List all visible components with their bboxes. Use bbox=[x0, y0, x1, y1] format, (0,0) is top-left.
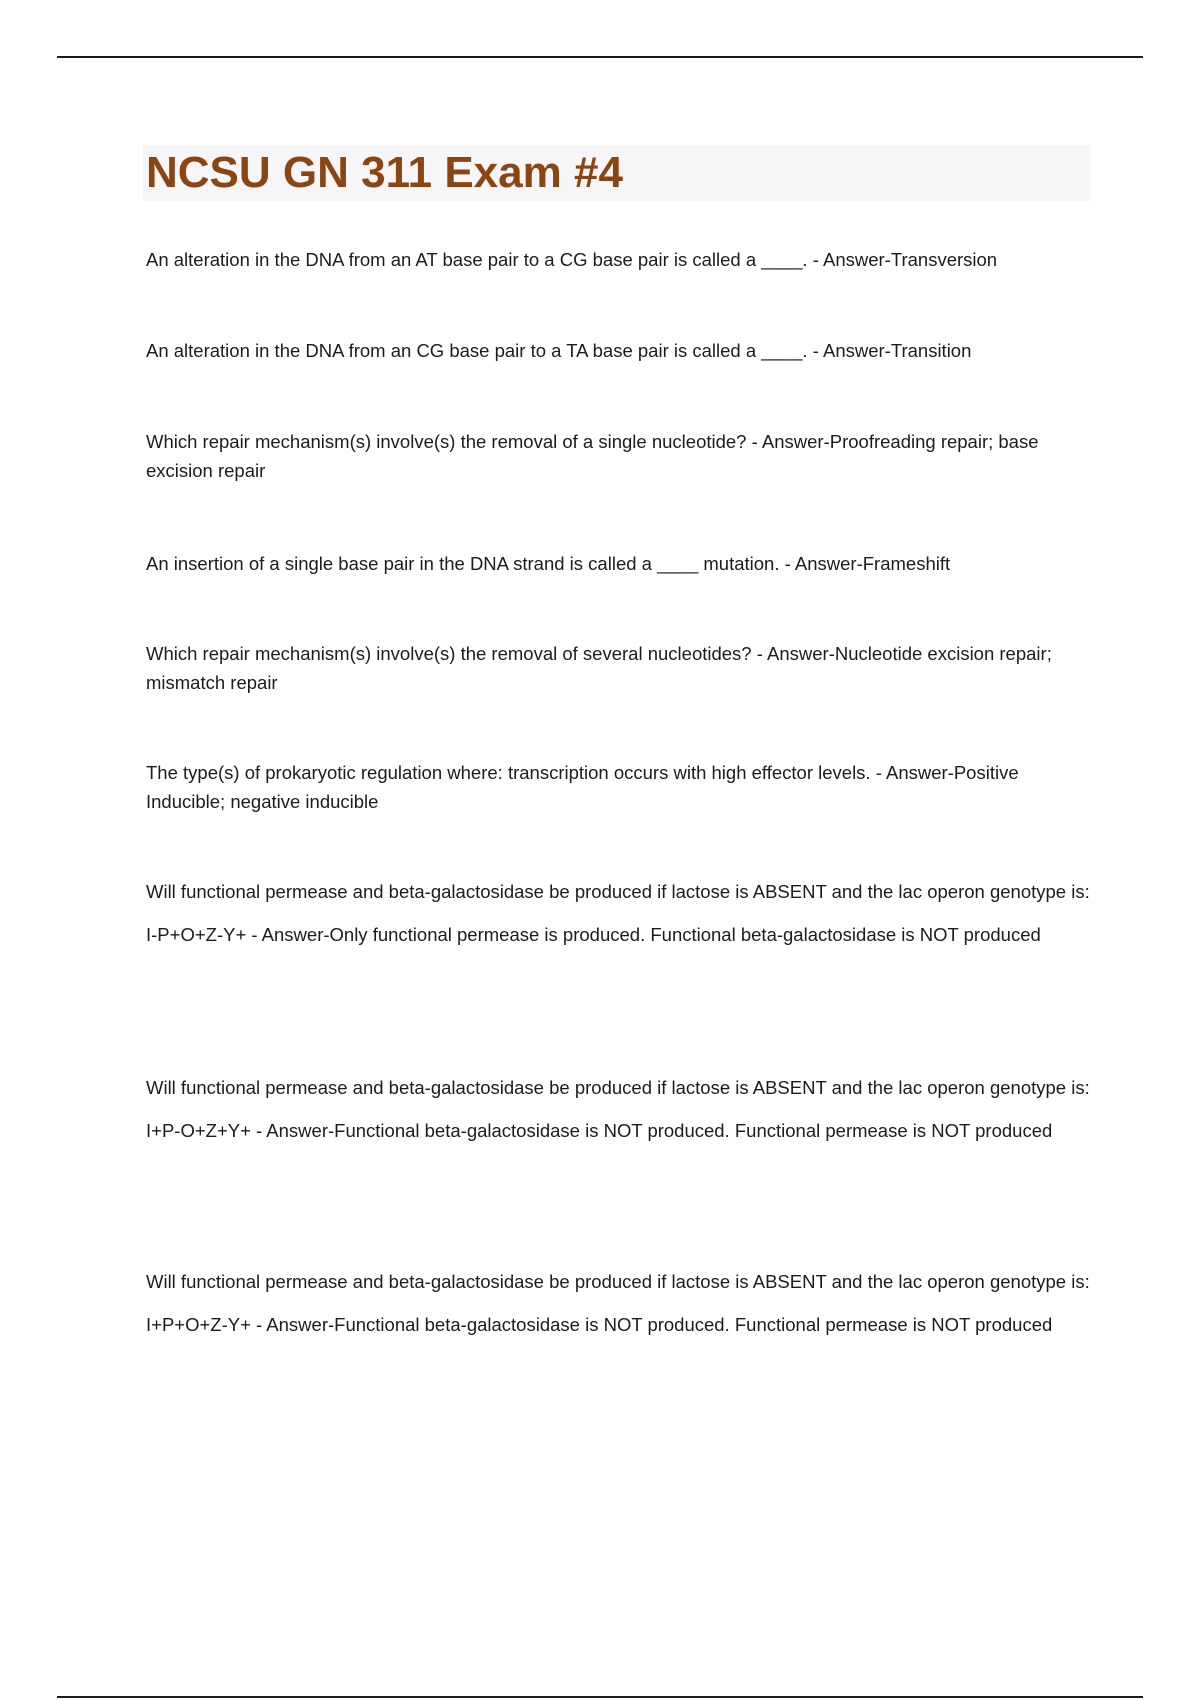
qa-answer: I-P+O+Z-Y+ - Answer-Only functional permease is produced. Functional beta-galactosidase is NOT produced bbox=[146, 924, 1041, 945]
qa-answer: I+P-O+Z+Y+ - Answer-Functional beta-galactosidase is NOT produced. Functional permease is NOT produced bbox=[146, 1120, 1053, 1141]
qa-item bbox=[146, 758, 1092, 816]
qa-text: Which repair mechanism(s) involve(s) the removal of a single nucleotide? - Answer-Proofreading repair; base excision repair bbox=[146, 431, 1039, 481]
qa-text: An alteration in the DNA from an CG base pair to a TA base pair is called a ____. - Answer-Transition bbox=[146, 340, 972, 361]
qa-item bbox=[146, 245, 1092, 274]
qa-question: Will functional permease and beta-galactosidase be produced if lactose is ABSENT and the lac operon genotype is: bbox=[146, 1077, 1090, 1098]
qa-item bbox=[146, 1267, 1092, 1339]
bottom-rule bbox=[57, 1696, 1143, 1698]
qa-item bbox=[146, 336, 1092, 365]
top-rule bbox=[57, 56, 1143, 58]
qa-item bbox=[146, 427, 1092, 485]
qa-text: An alteration in the DNA from an AT base pair to a CG base pair is called a ____. - Answer-Transversion bbox=[146, 249, 998, 270]
qa-item bbox=[146, 1073, 1092, 1145]
qa-answer: I+P+O+Z-Y+ - Answer-Functional beta-galactosidase is NOT produced. Functional permease is NOT produced bbox=[146, 1314, 1053, 1335]
qa-question: Will functional permease and beta-galactosidase be produced if lactose is ABSENT and the lac operon genotype is: bbox=[146, 1271, 1090, 1292]
qa-text: The type(s) of prokaryotic regulation where: transcription occurs with high effector levels. - Answer-Positive Inducible; negative inducible bbox=[146, 762, 1019, 812]
qa-text: Which repair mechanism(s) involve(s) the removal of several nucleotides? - Answer-Nucleotide excision repair; mismatch repair bbox=[146, 643, 1052, 693]
qa-question: Will functional permease and beta-galactosidase be produced if lactose is ABSENT and the lac operon genotype is: bbox=[146, 881, 1090, 902]
qa-text: An insertion of a single base pair in the DNA strand is called a ____ mutation. - Answer-Frameshift bbox=[146, 553, 951, 574]
qa-item bbox=[146, 549, 1092, 578]
document-title: NCSU GN 311 Exam #4 bbox=[146, 148, 623, 197]
qa-item bbox=[146, 877, 1092, 949]
qa-item bbox=[146, 639, 1092, 697]
